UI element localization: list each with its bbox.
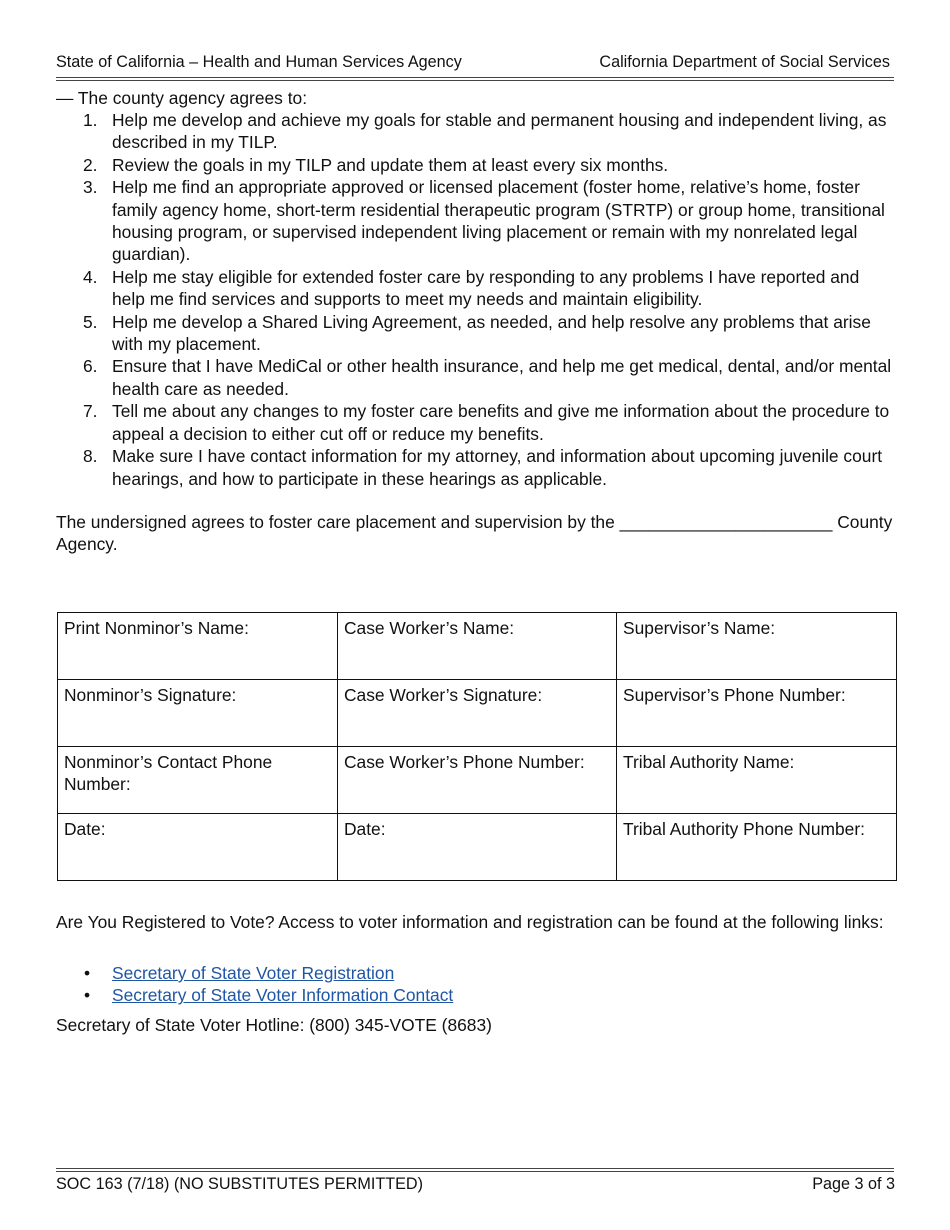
list-text: Tell me about any changes to my foster care benefits and give me information about the procedure to appeal a decision to either cut off or reduce my benefits. xyxy=(112,401,890,444)
table-row xyxy=(58,680,897,747)
case-worker-name-field[interactable]: Case Worker’s Name: xyxy=(338,613,617,680)
list-item xyxy=(56,154,896,176)
nonminor-name-field[interactable]: Print Nonminor’s Name: xyxy=(58,613,338,680)
table-row xyxy=(58,814,897,881)
page-footer xyxy=(56,1174,895,1194)
list-number: 7. xyxy=(83,401,98,422)
list-item xyxy=(56,355,896,400)
list-item xyxy=(56,400,896,445)
footer-divider xyxy=(56,1168,894,1169)
page-header xyxy=(56,52,890,72)
supervisor-phone-field[interactable]: Supervisor’s Phone Number: xyxy=(617,680,897,747)
voter-registration-question: Are You Registered to Vote? Access to voter information and registration can be found at the following links: xyxy=(56,912,884,932)
table-row xyxy=(58,747,897,814)
form-number: SOC 163 (7/18) (NO SUBSTITUTES PERMITTED) xyxy=(56,1175,423,1193)
page-number: Page 3 of 3 xyxy=(812,1175,895,1193)
list-item xyxy=(56,311,896,356)
agency-agrees-intro: — The county agency agrees to: xyxy=(56,88,308,108)
header-agency: State of California – Health and Human Services Agency xyxy=(56,53,462,71)
voter-links-list xyxy=(56,962,453,1007)
case-worker-date-field[interactable]: Date: xyxy=(338,814,617,881)
nonminor-phone-field[interactable]: Nonminor’s Contact Phone Number: xyxy=(58,747,338,814)
tribal-authority-name-field[interactable]: Tribal Authority Name: xyxy=(617,747,897,814)
tribal-authority-phone-field[interactable]: Tribal Authority Phone Number: xyxy=(617,814,897,881)
list-number: 1. xyxy=(83,110,98,130)
table-row xyxy=(58,613,897,680)
supervisor-name-field[interactable]: Supervisor’s Name: xyxy=(617,613,897,680)
case-worker-signature-field[interactable]: Case Worker’s Signature: xyxy=(338,680,617,747)
nonminor-date-field[interactable]: Date: xyxy=(58,814,338,881)
agreement-list xyxy=(56,109,896,490)
list-number: 8. xyxy=(83,446,98,467)
bullet-icon: • xyxy=(84,963,91,983)
header-department: California Department of Social Services xyxy=(599,53,890,71)
list-number: 2. xyxy=(83,154,98,175)
undersigned-statement: The undersigned agrees to foster care placement and supervision by the ______________________ County Agency. xyxy=(56,512,893,555)
nonminor-signature-field[interactable]: Nonminor’s Signature: xyxy=(58,680,338,747)
list-item xyxy=(56,109,896,154)
list-item xyxy=(56,984,453,1006)
list-text: Ensure that I have MediCal or other health insurance, and help me get medical, dental, and/or mental health care as needed. xyxy=(112,356,892,399)
list-text: Make sure I have contact information for my attorney, and information about upcoming juvenile court hearings, and how to participate in these hearings as applicable. xyxy=(112,446,883,489)
voter-hotline: Secretary of State Voter Hotline: (800) 345-VOTE (8683) xyxy=(56,1015,492,1035)
list-number: 6. xyxy=(83,356,98,377)
list-item xyxy=(56,445,896,490)
voter-information-contact-link[interactable]: Secretary of State Voter Information Contact xyxy=(112,985,454,1006)
signature-table xyxy=(57,612,897,881)
list-text: Review the goals in my TILP and update them at least every six months. xyxy=(112,154,669,175)
footer-divider-2 xyxy=(56,1171,894,1172)
list-number: 3. xyxy=(83,177,98,198)
header-divider-2 xyxy=(56,80,894,81)
list-item xyxy=(56,266,896,311)
bullet-icon: • xyxy=(84,985,91,1006)
case-worker-phone-field[interactable]: Case Worker’s Phone Number: xyxy=(338,747,617,814)
voter-registration-link[interactable]: Secretary of State Voter Registration xyxy=(112,963,395,983)
list-text: Help me stay eligible for extended foster care by responding to any problems I have reported and help me find services and supports to meet my needs and maintain eligibility. xyxy=(112,266,860,310)
list-item xyxy=(56,962,453,984)
list-item xyxy=(56,176,896,266)
list-number: 4. xyxy=(83,266,98,287)
list-number: 5. xyxy=(83,311,98,332)
header-divider xyxy=(56,77,894,78)
list-text: Help me find an appropriate approved or licensed placement (foster home, relative’s home, foster family agency home, short-term residential therapeutic program (STRTP) or group home, transitional housing program, or supervised independent living placement or remain with my nonrelated legal guardian). xyxy=(112,177,885,265)
list-text: Help me develop and achieve my goals for stable and permanent housing and independent living, as described in my TILP. xyxy=(112,110,887,153)
list-text: Help me develop a Shared Living Agreement, as needed, and help resolve any problems that arise with my placement. xyxy=(112,311,871,355)
